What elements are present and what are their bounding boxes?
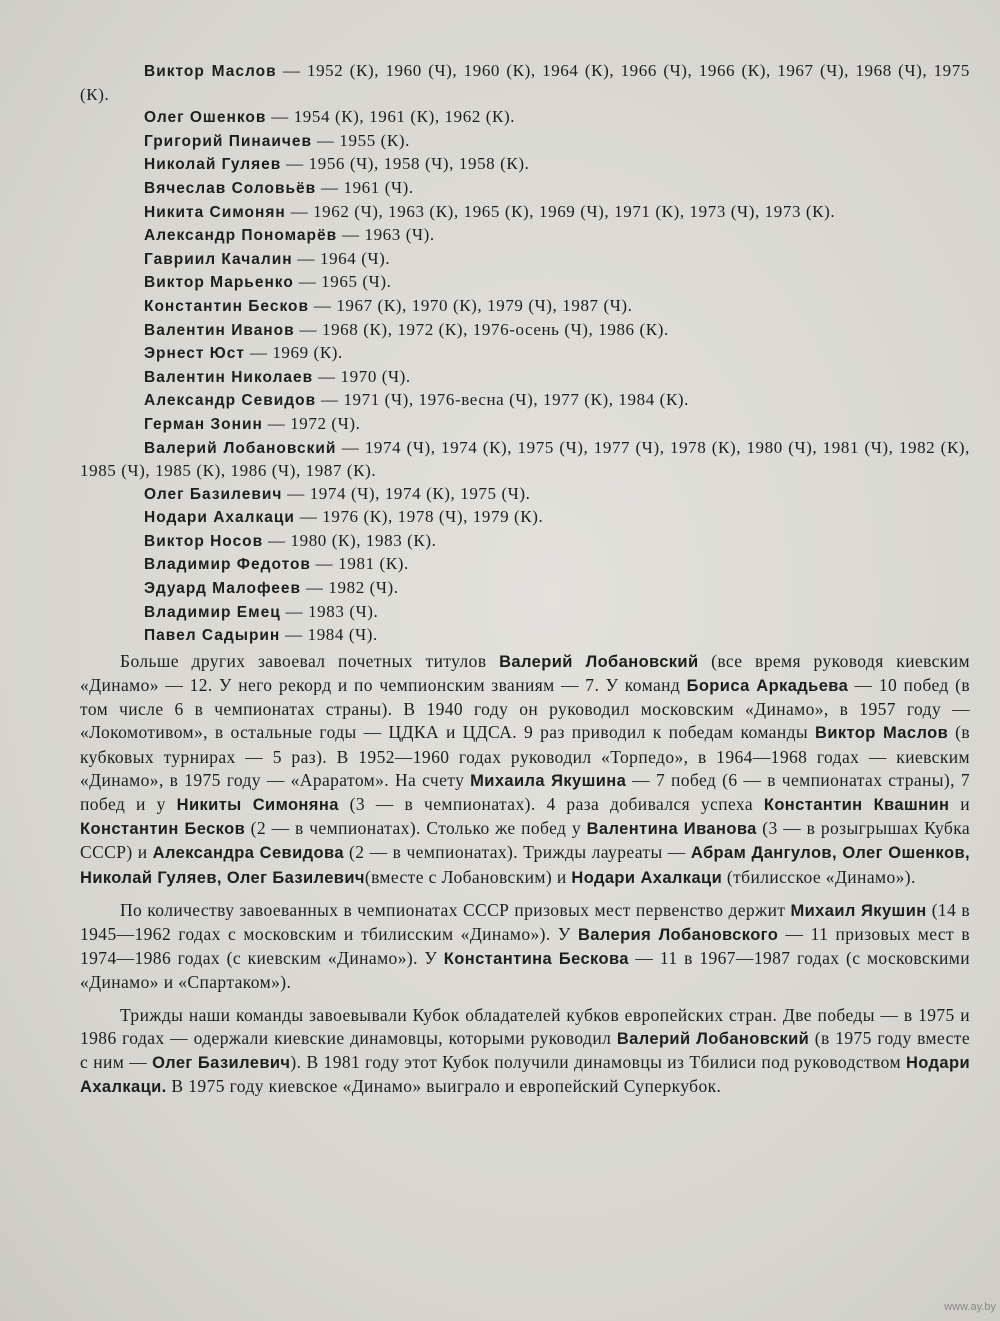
text-run: Больше других завоевал почетных титулов [120, 650, 500, 671]
dash-separator: — [280, 601, 309, 621]
coach-name: Валерия Лобановского [577, 926, 779, 945]
coach-entry [80, 389, 970, 413]
coach-name: Валерий Лобановский [499, 652, 699, 671]
text-run: (вместе с Лобановским) и [364, 866, 572, 887]
text-run: (3 — в чемпионатах). 4 раза добивался успеха [338, 794, 764, 815]
text-run: — 7 побед (6 — в чемпионатах страны), 7 побед и у [80, 769, 970, 815]
coach-name: Константина Бескова [443, 950, 629, 969]
coach-name: Никиты Симоняна [176, 796, 339, 815]
coach-titles: 1967 (К), 1970 (К), 1979 (Ч), 1987 (Ч). [336, 295, 633, 315]
dash-separator: — [301, 578, 329, 598]
watermark: www.ay.by [944, 1301, 996, 1313]
coach-titles: 1974 (Ч), 1974 (К), 1975 (Ч), 1977 (Ч), 1978 (К), 1980 (Ч), 1981 (Ч), 1982 (К), 1985 (Ч), 1985 (К), 1986 (Ч), 1987 (К). [80, 437, 970, 481]
coach-entry [80, 366, 970, 390]
text-run: — 10 побед (в том числе 6 в чемпионатах страны). В 1940 году он руководил московским «Динамо», в 1957 году — «Локомотивом», в остальные годы — ЦДКА и ЦДСА. 9 раз приводил к победам команды [80, 675, 970, 743]
coach-entry [80, 577, 970, 601]
coach-entry [80, 601, 970, 625]
coach-titles: 1962 (Ч), 1963 (К), 1965 (К), 1969 (Ч), 1971 (К), 1973 (Ч), 1973 (К). [313, 201, 836, 221]
coach-name: Валерий Лобановский [616, 1029, 810, 1048]
text-run: (в 1975 году вместе с ним — [80, 1027, 970, 1073]
coach-name: Бориса Аркадьева [686, 677, 849, 696]
coach-titles: 1965 (Ч). [321, 272, 392, 292]
coach-name: Герман Зонин [144, 415, 263, 433]
coach-titles: 1964 (Ч). [319, 248, 391, 268]
coach-name: Олег Базилевич [144, 485, 283, 503]
coach-name: Нодари Ахалкаци [144, 509, 295, 527]
coach-entry [80, 248, 970, 272]
coach-name: Гавриил Качалин [144, 250, 293, 268]
text-run: ). В 1981 году этот Кубок получили динамовцы из Тбилиси под руководством [290, 1052, 906, 1073]
coach-titles: 1983 (Ч). [308, 601, 379, 621]
coach-titles: 1976 (К), 1978 (Ч), 1979 (К). [322, 507, 544, 527]
coach-entry [80, 319, 970, 343]
coach-entry [80, 295, 970, 319]
coach-name: Александр Севидов [144, 392, 317, 410]
coach-name: Виктор Марьенко [144, 274, 294, 292]
dash-separator: — [336, 437, 365, 457]
paragraph-most-titles [80, 650, 970, 890]
dash-separator: — [276, 61, 307, 80]
coach-titles: 1972 (Ч). [290, 413, 361, 433]
coach-entry [80, 130, 970, 154]
coach-name: Виктор Маслов [144, 63, 277, 80]
coach-name: Владимир Федотов [144, 556, 311, 574]
coach-name: Константин Бесков [80, 820, 246, 839]
dash-separator: — [337, 225, 365, 245]
coach-titles: 1955 (К). [339, 130, 410, 150]
dash-separator: — [316, 390, 344, 410]
coach-entry [80, 506, 970, 530]
dash-separator: — [266, 107, 294, 127]
coach-titles: 1971 (Ч), 1976-весна (Ч), 1977 (К), 1984 (К). [343, 390, 689, 410]
coach-titles: 1982 (Ч). [328, 578, 399, 598]
coach-name: Абрам Дангулов, Олег Ошенков, Николай Гуляев, Олег Базилевич [80, 844, 970, 887]
coach-entry [80, 553, 970, 577]
coach-titles: 1981 (К). [338, 554, 409, 574]
coach-titles: 1956 (Ч), 1958 (Ч), 1958 (К). [308, 154, 530, 174]
dash-separator: — [285, 201, 314, 221]
text-run: Трижды наши команды завоевывали Кубок обладателей кубков европейских стран. Две победы — в 1975 и 1986 годах — одержали киевские динамовцы, которыми руководил [80, 1004, 970, 1048]
dash-separator: — [293, 272, 322, 292]
dash-separator: — [281, 154, 309, 174]
coach-name: Валентин Николаев [144, 368, 314, 386]
coach-name: Олег Ошенков [144, 109, 267, 127]
coach-titles: 1980 (К), 1983 (К). [290, 530, 437, 550]
dash-separator: — [313, 366, 341, 386]
text-run: (тбилисское «Динамо»). [722, 866, 916, 887]
dash-separator: — [282, 483, 310, 503]
coach-name: Валерий Лобановский [144, 439, 337, 457]
coach-entry [80, 342, 970, 366]
paragraph-european-cups [80, 1004, 970, 1100]
coach-titles: 1963 (Ч). [364, 225, 435, 245]
dash-separator: — [294, 507, 323, 527]
coach-entry [80, 60, 970, 106]
coach-titles: 1968 (К), 1972 (К), 1976-осень (Ч), 1986 (К). [321, 319, 669, 339]
coach-name: Константин Квашнин [763, 796, 950, 815]
coach-name: Олег Базилевич [152, 1054, 291, 1073]
coach-titles: 1969 (К). [272, 343, 343, 363]
coach-name: Эрнест Юст [144, 345, 245, 363]
coach-titles: 1961 (Ч). [343, 177, 414, 197]
coach-entry [80, 483, 970, 507]
coach-titles: 1974 (Ч), 1974 (К), 1975 (Ч). [309, 483, 531, 503]
coach-name: Николай Гуляев [144, 156, 282, 174]
coach-name: Александра Севидова [152, 844, 344, 863]
text-run: (2 — в чемпионатах). Трижды лауреаты — [343, 842, 691, 863]
dash-separator: — [294, 319, 322, 339]
coach-name: Вячеслав Соловьёв [144, 179, 317, 197]
dash-separator: — [262, 413, 291, 433]
coach-entry [80, 271, 970, 295]
coach-titles: 1970 (Ч). [340, 366, 411, 386]
coach-titles: 1984 (Ч). [307, 625, 378, 645]
coach-entry [80, 530, 970, 554]
coach-name: Виктор Маслов [815, 724, 949, 743]
coach-entry [80, 201, 970, 225]
coach-name: Михаила Якушина [470, 771, 627, 790]
dash-separator: — [316, 177, 344, 197]
coach-name: Константин Бесков [144, 297, 309, 315]
coach-entry [80, 413, 970, 437]
text-run: (14 в 1945—1962 годах с московским и тбилисским «Динамо»). У [80, 899, 970, 945]
text-run: По количеству завоеванных в чемпионатах СССР призовых мест первенство держит [120, 899, 791, 920]
coach-entry [80, 106, 970, 130]
dash-separator: — [292, 248, 320, 268]
coach-name: Эдуард Малофеев [144, 580, 302, 598]
dash-separator: — [245, 343, 273, 363]
coach-entry [80, 153, 970, 177]
coach-name: Владимир Емец [144, 603, 281, 621]
coach-name: Михаил Якушин [790, 901, 927, 920]
text-run: — 11 призовых мест в 1974—1986 годах (с киевским «Динамо»). У [80, 924, 970, 969]
coach-entry [80, 624, 970, 648]
coach-titles-list [80, 60, 970, 648]
coach-name: Павел Садырин [144, 627, 281, 645]
dash-separator: — [312, 130, 340, 150]
coach-name: Григорий Пинаичев [144, 132, 313, 150]
coach-name: Нодари Ахалкаци. [80, 1054, 971, 1097]
coach-name: Никита Симонян [144, 203, 286, 221]
coach-name: Валентин Иванов [144, 321, 295, 339]
dash-separator: — [280, 625, 308, 645]
coach-name: Валентина Иванова [586, 820, 757, 839]
coach-entry [80, 437, 970, 483]
text-body [80, 650, 970, 1100]
text-run: (2 — в чемпионатах). Столько же побед у [245, 818, 587, 839]
text-run: (в кубковых турнирах — 5 раз). В 1952—1960 годах руководил «Торпедо», в 1964—1968 годах — киевским «Динамо», в 1975 году — «Араратом». На счету [80, 722, 970, 790]
coach-titles: 1954 (К), 1961 (К), 1962 (К). [293, 107, 516, 127]
dash-separator: — [310, 554, 339, 574]
text-run: — 11 в 1967—1987 годах (с московскими «Динамо» и «Спартаком»). [80, 948, 970, 993]
coach-name: Виктор Носов [144, 532, 264, 550]
dash-separator: — [309, 295, 337, 315]
coach-titles: 1952 (К), 1960 (Ч), 1960 (К), 1964 (К), 1966 (Ч), 1966 (К), 1967 (Ч), 1968 (Ч), 1975 (К). [80, 61, 970, 104]
coach-name: Александр Пономарёв [144, 227, 338, 245]
coach-entry [80, 177, 970, 201]
text-run: (3 — в розыгрышах Кубка СССР) и [80, 818, 971, 863]
coach-entry [80, 224, 970, 248]
paragraph-prize-places [80, 899, 970, 995]
dash-separator: — [263, 530, 291, 550]
text-run: (все время руководя киевским «Динамо» — 12. У него рекорд и по чемпионским званиям — 7. У команд [80, 650, 970, 696]
text-run: В 1975 году киевское «Динамо» выиграло и европейский Суперкубок. [166, 1076, 722, 1097]
coach-name: Нодари Ахалкаци [571, 868, 723, 887]
text-run: и [949, 794, 970, 815]
